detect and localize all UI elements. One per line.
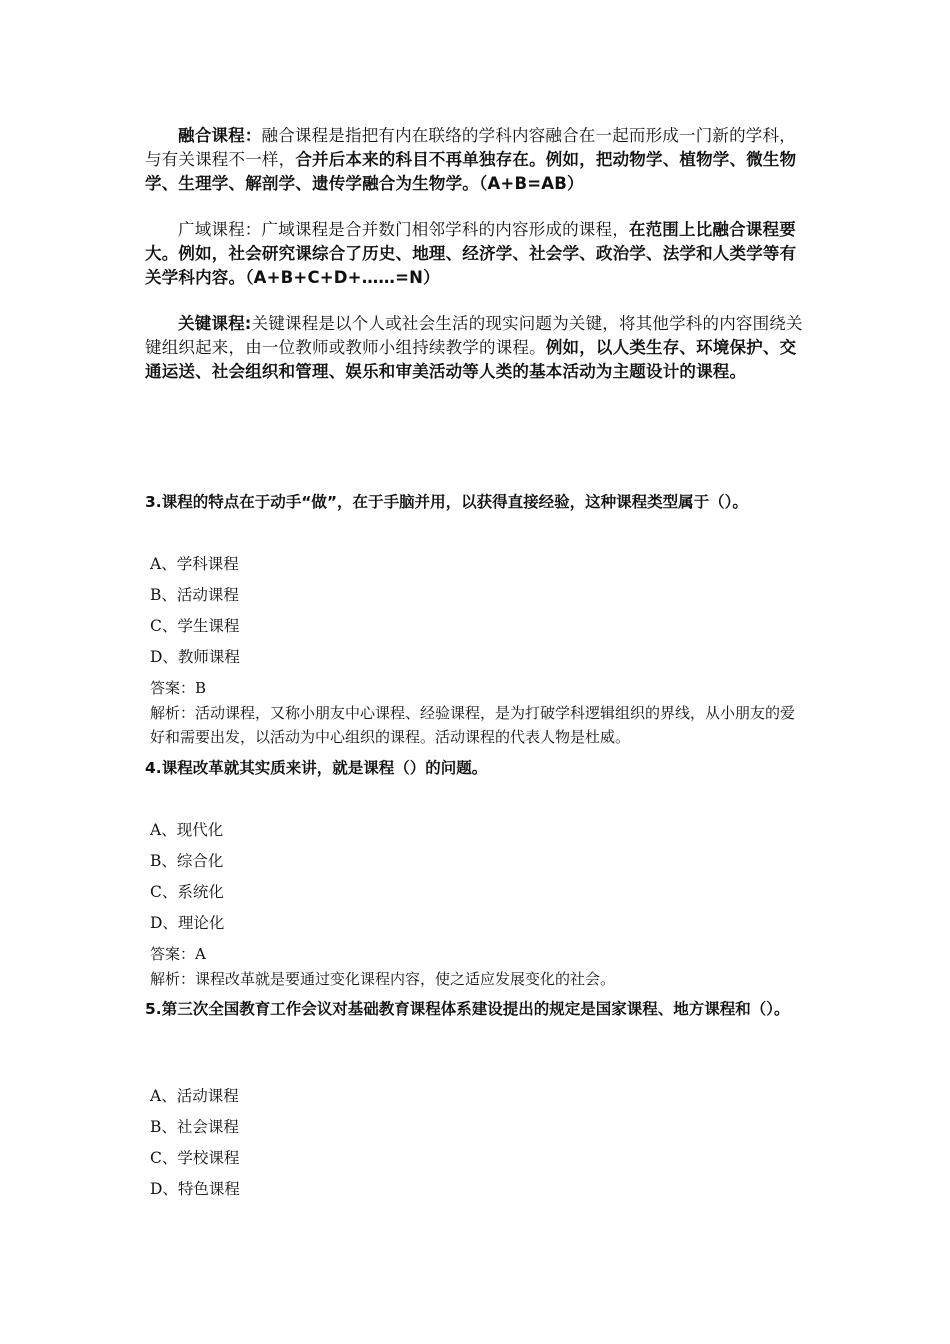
question-4-explanation: 解析：课程改革就是要通过变化课程内容，使之适应发展变化的社会。 [150, 970, 616, 988]
question-5-title [145, 997, 810, 1022]
paragraph-bold-text: 合并后本来的科目不再单独存在。例如，把动物学、植物学、微生物学、生理学、解剖学、遗传学融合为生物学。（A+B=AB） [145, 150, 797, 193]
paragraph-text: 广域课程是合并数门相邻学科的内容形成的课程， [261, 220, 629, 239]
question-4-title [145, 756, 810, 781]
question-3-explanation: 解析：活动课程，又称小朋友中心课程、经验课程，是为打破学科逻辑组织的界线，从小朋友的爱好和需要出发，以活动为中心组织的课程。活动课程的代表人物是杜威。 [150, 704, 796, 746]
question-number: 5. [145, 1000, 162, 1018]
question-5-option-c: C、学校课程 [150, 1149, 240, 1167]
question-3-title [145, 490, 810, 515]
paragraph-text: 融合课程是指把有内在联络的学科内容融合在一起而形成一门新的学科，与有关课程不一样， [145, 126, 796, 169]
question-text: 课程改革就其实质来讲，就是课程（）的问题。 [161, 759, 488, 777]
question-4-option-a: A、现代化 [150, 821, 224, 839]
term-label: 融合课程： [178, 126, 262, 145]
question-5-option-a: A、活动课程 [150, 1087, 239, 1105]
question-4-answer: 答案：A [150, 945, 206, 963]
question-text: 课程的特点在于动手“做”，在于手脑并用，以获得直接经验，这种课程类型属于（）。 [161, 493, 748, 511]
paragraph-bold-text: 例如，以人类生存、环境保护、交通运送、社会组织和管理、娱乐和审美活动等人类的基本活动为主题设计的课程。 [145, 338, 797, 381]
question-4-option-c: C、系统化 [150, 883, 224, 901]
question-number: 4. [145, 759, 162, 777]
question-text: 第三次全国教育工作会议对基础教育课程体系建设提出的规定是国家课程、地方课程和（）。 [161, 1000, 790, 1018]
paragraph-bold-text: 在范围上比融合课程要大。例如，社会研究课综合了历史、地理、经济学、社会学、政治学、法学和人类学等有关学科内容。（A+B+C+D+……=N） [145, 220, 797, 287]
question-3-option-a: A、学科课程 [150, 555, 239, 573]
question-3-option-b: B、活动课程 [150, 586, 239, 604]
question-5-option-b: B、社会课程 [150, 1118, 239, 1136]
term-label: 广域课程： [178, 220, 262, 239]
question-4-option-d: D、理论化 [150, 914, 225, 932]
fusion-course-paragraph [145, 124, 810, 196]
paragraph-text: 关键课程是以个人或社会生活的现实问题为关键，将其他学科的内容围绕关键组织起来，由一位教师或教师小组持续教学的课程。 [145, 314, 803, 357]
question-3-option-c: C、学生课程 [150, 617, 240, 635]
question-4-option-b: B、综合化 [150, 852, 224, 870]
question-5-option-d: D、特色课程 [150, 1180, 240, 1198]
question-3-answer: 答案：B [150, 679, 207, 697]
question-3-option-d: D、教师课程 [150, 648, 240, 666]
broad-course-paragraph [145, 218, 810, 290]
question-number: 3. [145, 493, 162, 511]
term-label: 关键课程: [178, 314, 252, 333]
core-course-paragraph [145, 312, 810, 384]
